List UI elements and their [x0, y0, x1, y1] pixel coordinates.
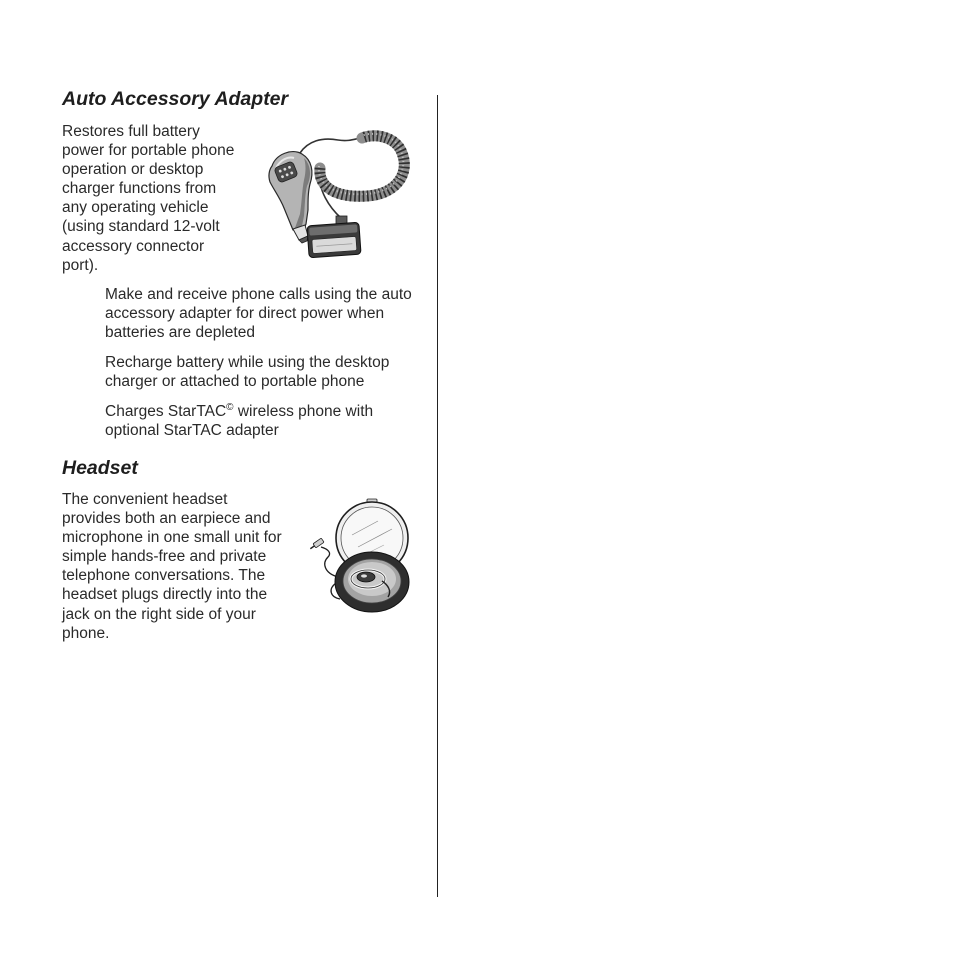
text-fragment: wireless phone with: [233, 403, 374, 420]
copyright-mark: ©: [226, 401, 234, 413]
coiled-cord: [300, 134, 404, 218]
text-line: microphone in one small unit for: [62, 529, 282, 547]
text-line: simple hands-free and private: [62, 548, 267, 566]
text-line: charger or attached to portable phone: [105, 373, 365, 391]
text-line: power for portable phone: [62, 142, 235, 160]
text-line: port).: [62, 256, 99, 274]
text-line: headset plugs directly into the: [62, 586, 268, 604]
text-fragment: Charges StarTAC: [105, 403, 227, 420]
jack-plug: [309, 538, 324, 551]
phone-connector: [307, 216, 361, 258]
text-line: charger functions from: [62, 180, 217, 198]
section-heading-auto-accessory-adapter: Auto Accessory Adapter: [62, 88, 289, 110]
text-line: The convenient headset: [62, 491, 228, 508]
text-line: (using standard 12-volt: [62, 218, 220, 236]
section-heading-headset: Headset: [62, 457, 138, 479]
text-line: operation or desktop: [62, 161, 204, 179]
lighter-plug: [269, 152, 312, 243]
headset-description: [62, 490, 282, 643]
list-item: [105, 285, 412, 342]
list-item: [105, 402, 373, 440]
text-line: jack on the right side of your: [62, 605, 256, 623]
headset-image: [312, 497, 412, 615]
text-line: Make and receive phone calls using the auto: [105, 286, 412, 303]
text-line: telephone conversations. The: [62, 567, 266, 585]
headset-case-base: [335, 552, 409, 612]
text-line: optional StarTAC adapter: [105, 422, 279, 440]
auto-adapter-description: [62, 122, 234, 275]
text-line: phone.: [62, 624, 110, 642]
text-line: accessory adapter for direct power when: [105, 305, 385, 323]
text-line: any operating vehicle: [62, 199, 209, 217]
column-divider: [437, 95, 438, 897]
text-line: provides both an earpiece and: [62, 510, 271, 528]
text-line: Restores full battery: [62, 123, 200, 140]
list-item: [105, 353, 389, 391]
headset-cord: [309, 538, 340, 599]
car-accessory-adapter-image: [262, 128, 412, 264]
text-line: [105, 402, 373, 421]
text-line: batteries are depleted: [105, 324, 255, 342]
text-line: Recharge battery while using the desktop: [105, 354, 390, 371]
text-line: accessory connector: [62, 237, 205, 255]
